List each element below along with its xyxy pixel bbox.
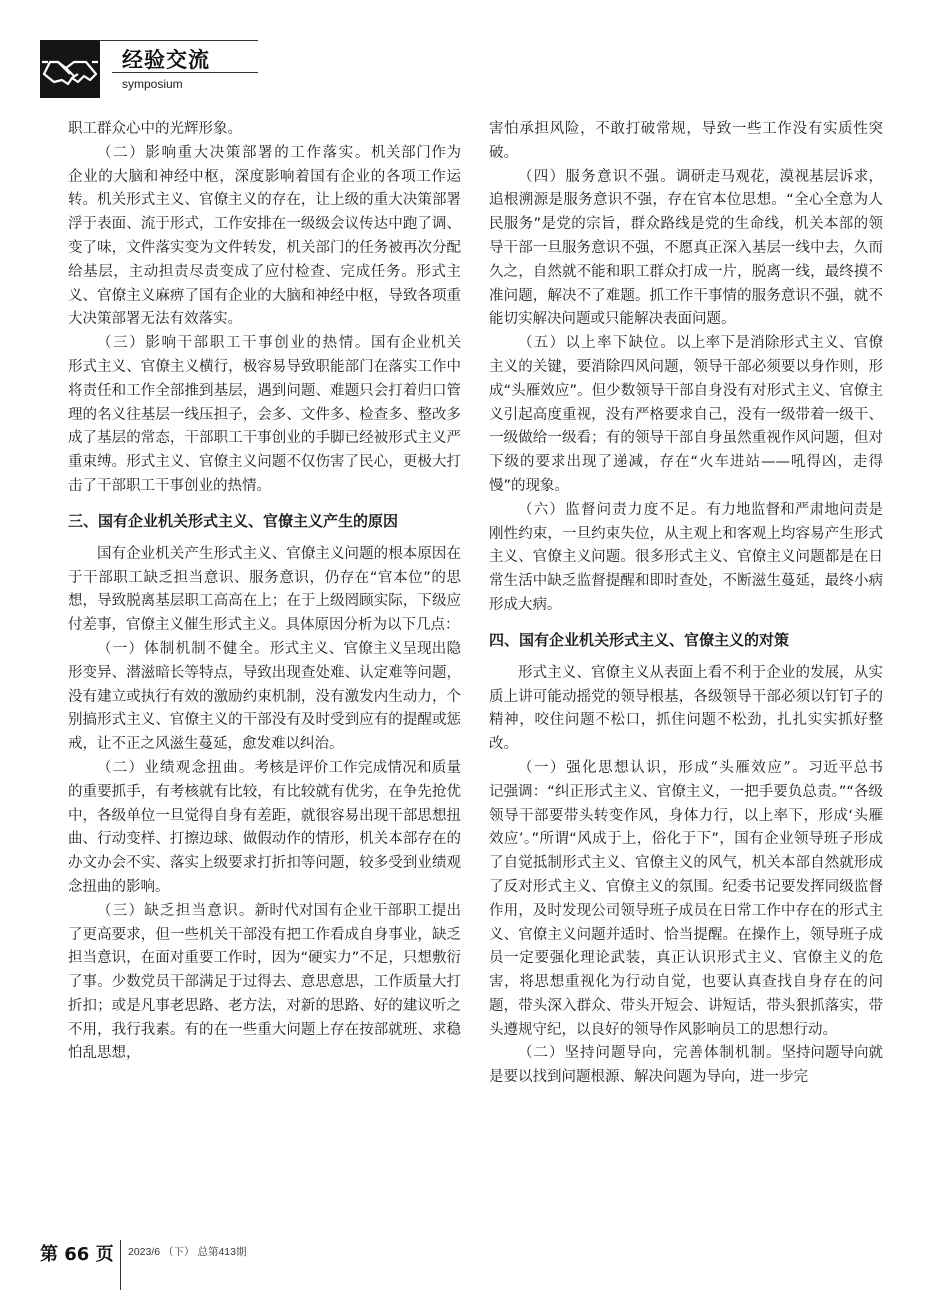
paragraph-lead: （三）缺乏担当意识。 bbox=[97, 902, 255, 919]
paragraph bbox=[68, 142, 461, 332]
paragraph-body: 机关部门作为企业的大脑和神经中枢，深度影响着国有企业的各项工作运转。机关形式主义、官僚主义的存在，让上级的重大决策部署浮于表面、流于形式，工作安排在一级级会议传达中跑了调、变了味，文件落实变为文件转发，机关部门的任务被再次分配给基层，主动担责尽责变成了应付检查、完成任务。形式主义、官僚主义麻痹了国有企业的大脑和神经中枢，导致各项重大决策部署无法有效落实。 bbox=[68, 144, 462, 328]
paragraph bbox=[489, 757, 883, 1043]
paragraph-body: 形式主义、官僚主义呈现出隐形变异、潜滋暗长等特点，导致出现查处难、认定难等问题，没有建立或执行有效的激励约束机制，没有激发内生动力，个别搞形式主义、官僚主义的干部没有及时受到应有的提醒或惩戒，让不正之风滋生蔓延，愈发难以纠治。 bbox=[68, 640, 461, 753]
issue-info: 2023/6 （下） 总第413期 bbox=[128, 1246, 247, 1258]
paragraph-lead: （四）服务意识不强。 bbox=[518, 168, 677, 185]
section-subtitle: symposium bbox=[122, 77, 183, 91]
handshake-icon bbox=[40, 40, 100, 98]
paragraph-body: 坚持问题导向就是要以找到问题根源、解决问题为导向，进一步完 bbox=[489, 1045, 883, 1086]
paragraph-body: 有力地监督和严肃地问责是刚性约束，一旦约束失位，从主观上和客观上均容易产生形式主义、官僚主义问题。很多形式主义、官僚主义问题都是在日常生活中缺乏监督提醒和即时查处，不断滋生蔓延，最终小病形成大病。 bbox=[489, 501, 883, 613]
paragraph-body: 以上率下是消除形式主义、官僚主义的关键，要消除四风问题，领导干部必须要以身作则，形成“头雁效应”。但少数领导干部自身没有对形式主义、官僚主义引起高度重视，没有严格要求自己，没有一级带着一级干、一级做给一级看；有的领导干部自身虽然重视作风问题，但对下级的要求出现了递减，存在“火车进站——吼得凶，走得慢”的现象。 bbox=[489, 335, 884, 494]
paragraph bbox=[68, 332, 461, 499]
header-top-rule bbox=[100, 40, 258, 41]
section-heading: 三、国有企业机关形式主义、官僚主义产生的原因 bbox=[68, 511, 399, 530]
paragraph-lead: （二）坚持问题导向，完善体制机制。 bbox=[518, 1045, 782, 1062]
paragraph-body: 调研走马观花，漠视基层诉求，追根溯源是服务意识不强，存在官本位思想。“全心全意为人民服务”是党的宗旨，群众路线是党的生命线，机关本部的领导干部一旦服务意识不强，不愿真正深入基层一线中去，久而久之，自然就不能和职工群众打成一片，脱离一线，最终摸不准问题，解决不了难题。抓工作干事情的服务意识不强，就不能切实解决问题或只能解决表面问题。 bbox=[489, 168, 884, 328]
paragraph bbox=[489, 166, 883, 333]
paragraph-lead: （二）业绩观念扭曲。 bbox=[97, 759, 255, 776]
paragraph: 职工群众心中的光辉形象。 bbox=[68, 121, 242, 137]
paragraph-body: 国有企业机关形式主义、官僚主义横行，极容易导致职能部门在落实工作中将责任和工作全部推到基层，遇到问题、难题只会打着归口管理的名义往基层一线压担子，会多、文件多、检查多、整改多成了基层的常态，干部职工干事创业的手脚已经被形式主义严重束缚。形式主义、官僚主义问题不仅伤害了民心，更极大打击了干部职工干事创业的热情。 bbox=[68, 335, 462, 494]
page-number: 第 66 页 bbox=[40, 1244, 114, 1265]
paragraph-body: 习近平总书记强调：“纠正形式主义、官僚主义，一把手要负总责。”“各级领导干部要带头转变作风，身体力行，以上率下，形成‘头雁效应’。”所谓“风成于上，俗化于下”，国有企业领导班子形成了自觉抵制形式主义、官僚主义的风气，机关本部自然就形成了反对形式主义、官僚主义的氛围。纪委书记要发挥同级监督作用，及时发现公司领导班子成员在日常工作中存在的形式主义、官僚主义问题并适时、恰当提醒。在操作上，领导班子成员一定要强化理论武装，真正认识形式主义、官僚主义的危害，将思想重视化为行动自觉，也要认真查找自身存在的问题，带头深入群众、带头开短会、讲短话，带头狠抓落实，带头遵规守纪，以良好的领导作风影响员工的思想行动。 bbox=[489, 759, 884, 1038]
paragraph-body: 考核是评价工作完成情况和质量的重要抓手，有考核就有比较，有比较就有优劣，在争先抢优中，各级单位一旦觉得自身有差距，就很容易出现干部思想扭曲、行动变样、打擦边球、做假动作的情形，机关本部存在的办文办会不实、落实上级要求打折扣等问题，较多受到业绩观念扭曲的影响。 bbox=[68, 759, 461, 895]
paragraph-lead: （一）强化思想认识，形成“头雁效应”。 bbox=[518, 759, 809, 776]
paragraph-lead: （六）监督问责力度不足。 bbox=[518, 501, 707, 518]
paragraph: 害怕承担风险，不敢打破常规，导致一些工作没有实质性突破。 bbox=[489, 121, 883, 161]
section-heading: 四、国有企业机关形式主义、官僚主义的对策 bbox=[489, 630, 790, 649]
right-column bbox=[489, 118, 883, 1090]
paragraph bbox=[489, 332, 883, 499]
paragraph bbox=[489, 499, 883, 618]
paragraph-lead: （二）影响重大决策部署的工作落实。 bbox=[97, 144, 371, 161]
paragraph bbox=[68, 638, 461, 757]
paragraph: 形式主义、官僚主义从表面上看不利于企业的发展，从实质上讲可能动摇党的领导根基，各级领导干部必须以钉钉子的精神，咬住问题不松口，抓住问题不松劲，扎扎实实抓好整改。 bbox=[489, 664, 883, 753]
paragraph bbox=[68, 757, 461, 900]
header-divider bbox=[112, 72, 258, 73]
paragraph: 国有企业机关产生形式主义、官僚主义问题的根本原因在于干部职工缺乏担当意识、服务意识，仍存在“官本位”的思想，导致脱离基层职工高高在上；在于上级罔顾实际，下级应付差事，官僚主义催生形式主义。具体原因分析为以下几点： bbox=[68, 545, 461, 634]
footer-divider bbox=[120, 1240, 121, 1290]
section-title: 经验交流 bbox=[122, 48, 210, 72]
section-logo bbox=[40, 40, 100, 98]
paragraph bbox=[68, 900, 461, 1067]
paragraph-lead: （一）体制机制不健全。 bbox=[97, 640, 270, 657]
paragraph-body: 新时代对国有企业干部职工提出了更高要求，但一些机关干部没有把工作看成自身事业，缺乏担当意识，在面对重要工作时，因为“硬实力”不足，只想敷衍了事。少数党员干部满足于过得去、意思意思，工作质量大打折扣；或是凡事老思路、老方法，对新的思路、好的建议听之不用，我行我素。有的在一些重大问题上存在按部就班、求稳怕乱思想， bbox=[68, 902, 461, 1062]
left-column bbox=[68, 118, 461, 1066]
paragraph-lead: （五）以上率下缺位。 bbox=[518, 335, 677, 352]
paragraph-lead: （三）影响干部职工干事创业的热情。 bbox=[97, 335, 371, 352]
paragraph bbox=[489, 1042, 883, 1090]
